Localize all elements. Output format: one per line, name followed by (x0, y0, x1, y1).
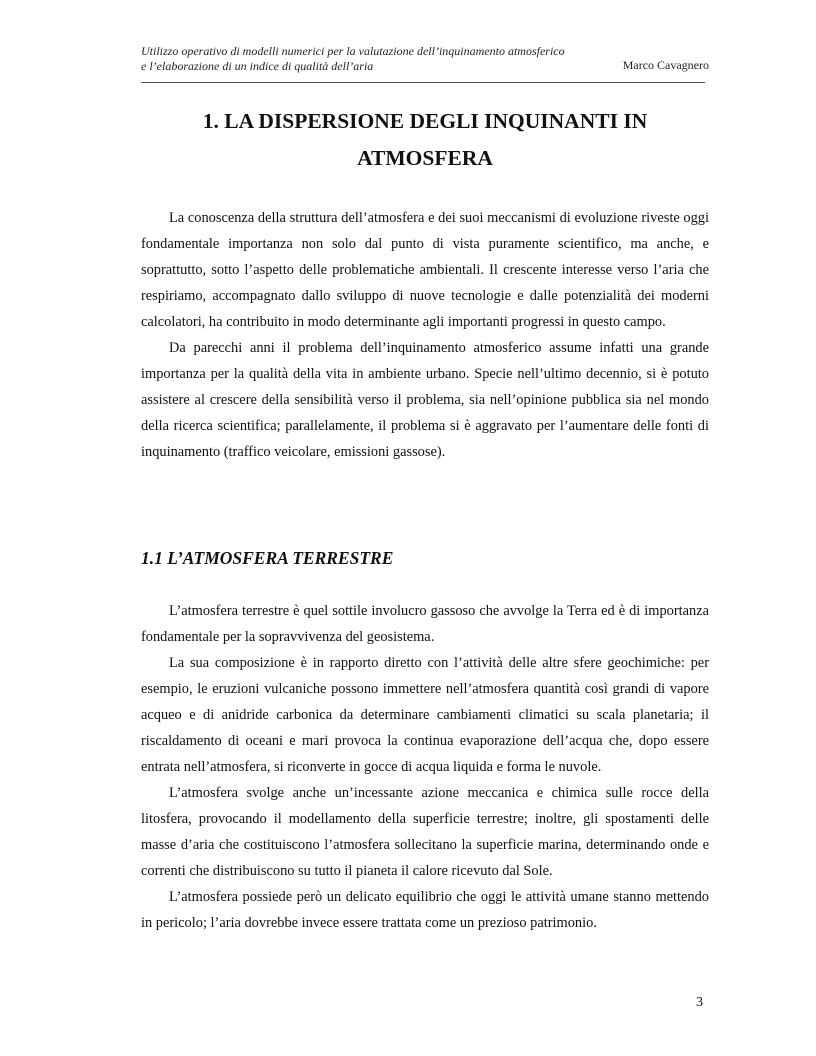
chapter-paragraph-1: La conoscenza della struttura dell’atmosfera e dei suoi meccanismi di evoluzione riveste oggi fondamentale importanza non solo dal punto di vista puramente scientifico, ma anche, e soprattutto, sotto l’aspetto delle problematiche ambientali. Il crescente interesse verso l’aria che respiriamo, accompagnato dallo sviluppo di nuove tecnologie e dalle potenzialità dei moderni calcolatori, ha contribuito in modo determinante agli importanti progressi in questo campo. (141, 210, 709, 330)
running-header-title (141, 44, 565, 73)
section-paragraph-1: L’atmosfera terrestre è quel sottile involucro gassoso che avvolge la Terra ed è di importanza fondamentale per la sopravvivenza del geosistema. (141, 603, 709, 645)
section-paragraph-4: L’atmosfera possiede però un delicato equilibrio che oggi le attività umane stanno mettendo in pericolo; l’aria dovrebbe invece essere trattata come un prezioso patrimonio. (141, 889, 709, 931)
section-heading: 1.1 L’ATMOSFERA TERRESTRE (141, 548, 394, 568)
chapter-paragraph-2: Da parecchi anni il problema dell’inquinamento atmosferico assume infatti una grande importanza per la qualità della vita in ambiente urbano. Specie nell’ultimo decennio, si è potuto assistere al crescere della sensibilità verso il problema, sia nell’opinione pubblica sia nel mondo della ricerca scientifica; parallelamente, il problema si è aggravato per l’aumentare delle fonti di inquinamento (traffico veicolare, emissioni gassose). (141, 340, 709, 460)
section-body (141, 598, 709, 936)
running-header (141, 44, 709, 86)
running-header-title-line-1: Utilizzo operativo di modelli numerici per la valutazione dell’inquinamento atmosferico (141, 44, 565, 58)
page-number: 3 (696, 995, 703, 1010)
header-divider (141, 82, 705, 83)
chapter-title: 1. LA DISPERSIONE DEGLI INQUINANTI IN ATMOSFERA (202, 109, 648, 170)
section-paragraph-2: La sua composizione è in rapporto diretto con l’attività delle altre sfere geochimiche: per esempio, le eruzioni vulcaniche possono immettere nell’atmosfera quantità così grandi di vapore acqueo e di anidride carbonica da determinare cambiamenti climatici su scala planetaria; il riscaldamento di oceani e mari provoca la continua evaporazione dell’acqua che, dopo essere entrata nell’atmosfera, si riconverte in gocce di acqua liquida e forma le nuvole. (141, 655, 709, 775)
section-paragraph-3: L’atmosfera svolge anche un’incessante azione meccanica e chimica sulle rocce della litosfera, provocando il modellamento della superficie terrestre; inoltre, gli spostamenti delle masse d’aria che costituiscono l’atmosfera sollecitano la superficie marina, determinando onde e correnti che distribuiscono su tutto il pianeta il calore ricevuto dal Sole. (141, 785, 709, 879)
chapter-intro (141, 205, 709, 465)
running-header-author: Marco Cavagnero (622, 58, 709, 72)
running-header-title-line-2: e l’elaborazione di un indice di qualità dell’aria (141, 58, 374, 73)
